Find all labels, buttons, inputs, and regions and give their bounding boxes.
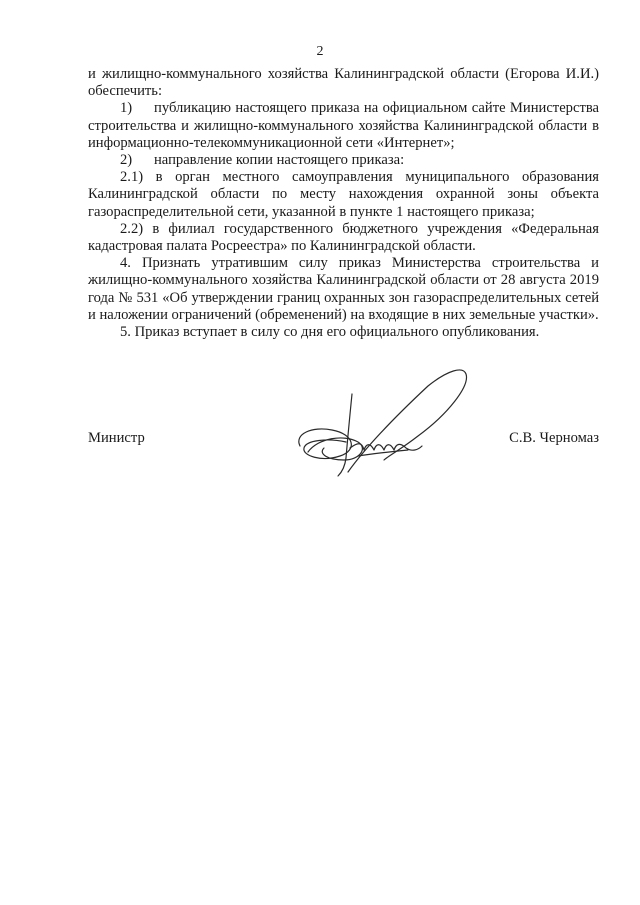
signatory-title: Министр (88, 430, 145, 446)
list-item-2-text: направление копии настоящего приказа: (154, 152, 405, 169)
list-item-1-number: 1) (120, 100, 133, 117)
list-item-2-2: 2.2) в филиал государственного бюджетного учреждения «Федеральная кадастровая палата Росреестра» по Калининградской области. (88, 220, 599, 255)
page-number: 2 (316, 44, 324, 59)
list-item-2-1: 2.1) в орган местного самоуправления муниципального образования Калининградской области по месту нахождения охранной зоны объекта газораспределительной сети, указанной в пункте 1 настоящего приказа; (88, 169, 599, 220)
list-item-2 (88, 152, 599, 169)
list-item-1-text: публикацию настоящего приказа на официальном сайте Министерства строительства и жилищно-коммунального хозяйства Калининградской области в информационно-телекоммуникационной сети «Интернет»; (88, 100, 599, 151)
list-item-2-number: 2) (120, 152, 133, 169)
intro-paragraph: и жилищно-коммунального хозяйства Калининградской области (Егорова И.И.) обеспечить: (88, 66, 599, 100)
document-body (88, 66, 599, 341)
list-item-1 (88, 100, 599, 152)
paragraph-4: 4. Признать утратившим силу приказ Министерства строительства и жилищно-коммунального хозяйства Калининградской области от 28 августа 2019 года № 531 «Об утверждении границ охранных зон газораспределительных сетей и наложении ограничений (обременений) на входящие в них земельные участки». (88, 255, 599, 323)
signature-block (88, 430, 599, 450)
signatory-name: С.В. Черномаз (509, 430, 599, 446)
paragraph-5: 5. Приказ вступает в силу со дня его официального опубликования. (120, 324, 540, 341)
handwritten-signature (288, 364, 488, 484)
